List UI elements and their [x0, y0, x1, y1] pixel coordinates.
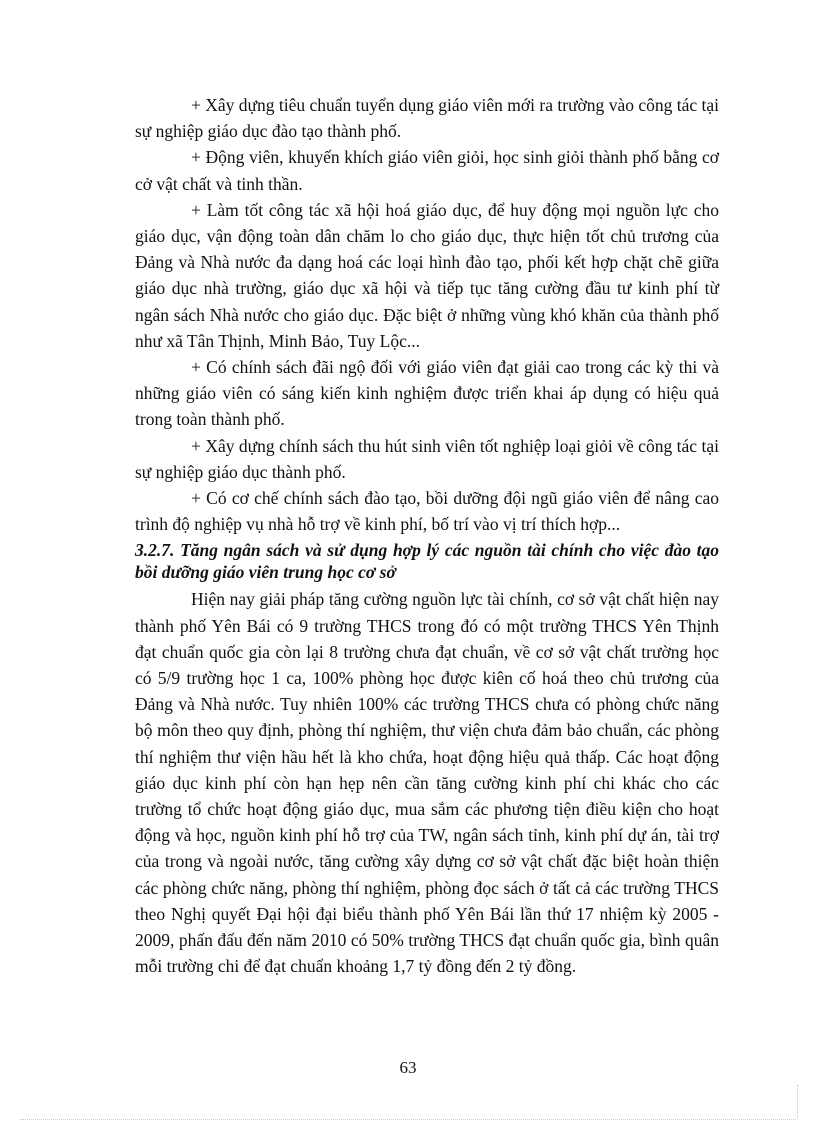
bullet-paragraph-5: + Xây dựng chính sách thu hút sinh viên tốt nghiệp loại giỏi về công tác tại sự nghiệp giáo dục thành phố.	[135, 435, 719, 482]
bullet-paragraph-2: + Động viên, khuyến khích giáo viên giỏi, học sinh giỏi thành phố bằng cơ cở vật chất và tinh thần.	[135, 147, 719, 194]
bullet-paragraph-3: + Làm tốt công tác xã hội hoá giáo dục, để huy động mọi nguồn lực cho giáo dục, vận động toàn dân chăm lo cho giáo dục, thực hiện tốt chủ trương của Đảng và Nhà nước đa dạng hoá các loại hình đào tạo, phối kết hợp chặt chẽ giữa giáo dục nhà trường, giáo dục xã hội và tiếp tục tăng cường đầu tư kinh phí từ ngân sách Nhà nước cho giáo dục. Đặc biệt ở những vùng khó khăn của thành phố như xã Tân Thịnh, Minh Bảo, Tuy Lộc...	[135, 199, 719, 351]
section-heading: 3.2.7. Tăng ngân sách và sử dụng hợp lý các nguồn tài chính cho việc đào tạo bồi dưỡng giáo viên trung học cơ sở	[135, 540, 719, 583]
bullet-paragraph-4: + Có chính sách đãi ngộ đối với giáo viên đạt giải cao trong các kỳ thi và những giáo viên có sáng kiến kinh nghiệm được triển khai áp dụng có hiệu quả trong toàn thành phố.	[135, 357, 719, 430]
body-paragraph: Hiện nay giải pháp tăng cường nguồn lực tài chính, cơ sở vật chất hiện nay thành phố Yên Bái có 9 trường THCS trong đó có một trường THCS Yên Thịnh đạt chuẩn quốc gia còn lại 8 trường chưa đạt chuẩn, về cơ sở vật chất trường học có 5/9 trường học 1 ca, 100% phòng học được kiên cố hoá theo chủ trương của Đảng và Nhà nước. Tuy nhiên 100% các trường THCS chưa có phòng chức năng bộ môn theo quy định, phòng thí nghiệm, thư viện chưa đảm bảo chuẩn, các phòng thí nghiệm thư viện hầu hết là kho chứa, hoạt động hiệu quả thấp. Các hoạt động giáo dục kinh phí còn hạn hẹp nên cần tăng cường kinh phí chi khác cho các trường tổ chức hoạt động giáo dục, mua sắm các phương tiện điều kiện cho hoạt động và học, nguồn kinh phí hỗ trợ của TW, ngân sách tỉnh, kinh phí dự án, tài trợ của trong và ngoài nước, tăng cường xây dựng cơ sở vật chất đặc biệt hoàn thiện các phòng chức năng, phòng thí nghiệm, phòng đọc sách ở tất cả các trường THCS theo Nghị quyết Đại hội đại biểu thành phố Yên Bái lần thứ 17 nhiệm kỳ 2005 - 2009, phấn đấu đến năm 2010 có 50% trường THCS đạt chuẩn quốc gia, bình quân mỗi trường chi để đạt chuẩn khoảng 1,7 tỷ đồng đến 2 tỷ đồng.	[135, 589, 719, 977]
bottom-dotted-divider	[20, 1119, 796, 1120]
page-content	[135, 92, 719, 980]
bullet-paragraph-1: + Xây dựng tiêu chuẩn tuyển dụng giáo viên mới ra trường vào công tác tại sự nghiệp giáo dục đào tạo thành phố.	[135, 95, 719, 142]
bullet-paragraph-6: + Có cơ chế chính sách đào tạo, bồi dưỡng đội ngũ giáo viên để nâng cao trình độ nghiệp vụ nhà hỗ trợ về kinh phí, bố trí vào vị trí thích hợp...	[135, 488, 719, 535]
page-number: 63	[399, 1058, 417, 1077]
right-dotted-divider	[797, 1085, 798, 1119]
